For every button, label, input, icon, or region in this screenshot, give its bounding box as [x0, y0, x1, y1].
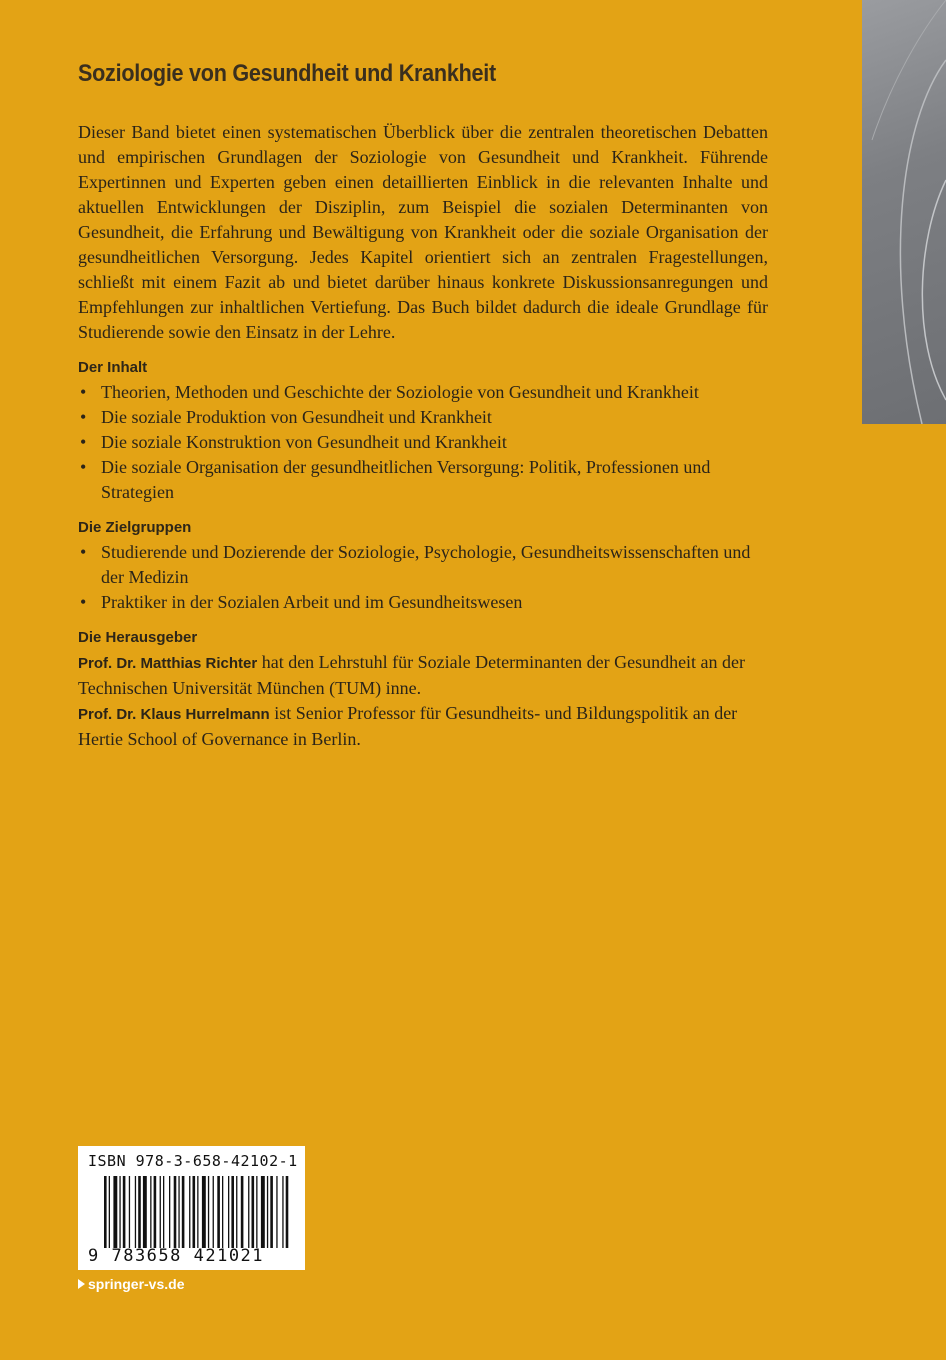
inhalt-heading: Der Inhalt — [78, 359, 148, 376]
list-item: • Die soziale Produktion von Gesundheit und Krankheit — [78, 405, 768, 430]
barcode-bars-icon — [88, 1176, 295, 1248]
bullet-icon: • — [80, 457, 87, 477]
zielgruppen-heading: Die Zielgruppen — [78, 519, 192, 536]
list-item: • Studierende und Dozierende der Soziologie, Psychologie, Gesundheitswissenschaften und der Medizin — [80, 542, 751, 587]
isbn-barcode — [78, 1146, 305, 1270]
book-description: Dieser Band bietet einen systematischen Überblick über die zentralen theoretischen Debatten und empirischen Grundlagen der Soziologie von Gesundheit und Krankheit. Führende Expertinnen und Experten geben einen detaillierten Einblick in die relevanten Inhalte und aktuellen Entwicklungen der Disziplin, zum Beispiel die sozialen Determinanten von Gesundheit, die Erfahrung und Bewältigung von Krankheit oder die soziale Organisation der gesundheitlichen Versorgung. Jedes Kapitel orientiert sich an zentralen Fragestellungen, schließt mit einem Fazit ab und bietet darüber hinaus konkrete Diskussionsanregungen und Empfehlungen zur inhaltlichen Vertiefung. Das Buch bildet dadurch die ideale Grundlage für Studierende sowie den Einsatz in der Lehre. — [78, 122, 768, 342]
editor-bio: Prof. Dr. Matthias Richter hat den Lehrstuhl für Soziale Determinanten der Gesundheit an der Technischen Universität München (TUM) inne. — [78, 652, 746, 698]
publisher-url: springer-vs.de — [88, 1276, 185, 1292]
bullet-icon: • — [80, 382, 87, 402]
cover-corner-graphic — [862, 0, 946, 424]
bullet-icon: • — [80, 407, 87, 427]
editor-bio: Prof. Dr. Klaus Hurrelmann ist Senior Professor für Gesundheits- und Bildungspolitik an der Hertie School of Governance in Berlin. — [78, 703, 738, 749]
editor-name: Prof. Dr. Klaus Hurrelmann — [78, 706, 270, 723]
bullet-icon: • — [80, 542, 87, 562]
isbn-number: ISBN 978-3-658-42102-1 — [88, 1152, 298, 1170]
herausgeber-heading: Die Herausgeber — [78, 629, 198, 646]
list-item: • Theorien, Methoden und Geschichte der Soziologie von Gesundheit und Krankheit — [78, 380, 768, 405]
zielgruppen-list — [78, 540, 768, 615]
back-cover-text — [78, 60, 768, 752]
ean-number: 9 783658 421021 — [88, 1246, 265, 1266]
bullet-icon: • — [80, 432, 87, 452]
arrow-right-icon — [78, 1279, 85, 1289]
book-title: Soziologie von Gesundheit und Krankheit — [78, 60, 496, 87]
list-item: • Die soziale Organisation der gesundheitlichen Versorgung: Politik, Professionen und Strategien — [80, 457, 711, 502]
inhalt-list — [78, 380, 768, 505]
bullet-icon: • — [80, 592, 87, 612]
publisher-link[interactable] — [78, 1276, 184, 1292]
list-item: • Praktiker in der Sozialen Arbeit und im Gesundheitswesen — [78, 590, 768, 615]
list-item: • Die soziale Konstruktion von Gesundheit und Krankheit — [78, 430, 768, 455]
editor-name: Prof. Dr. Matthias Richter — [78, 655, 258, 672]
